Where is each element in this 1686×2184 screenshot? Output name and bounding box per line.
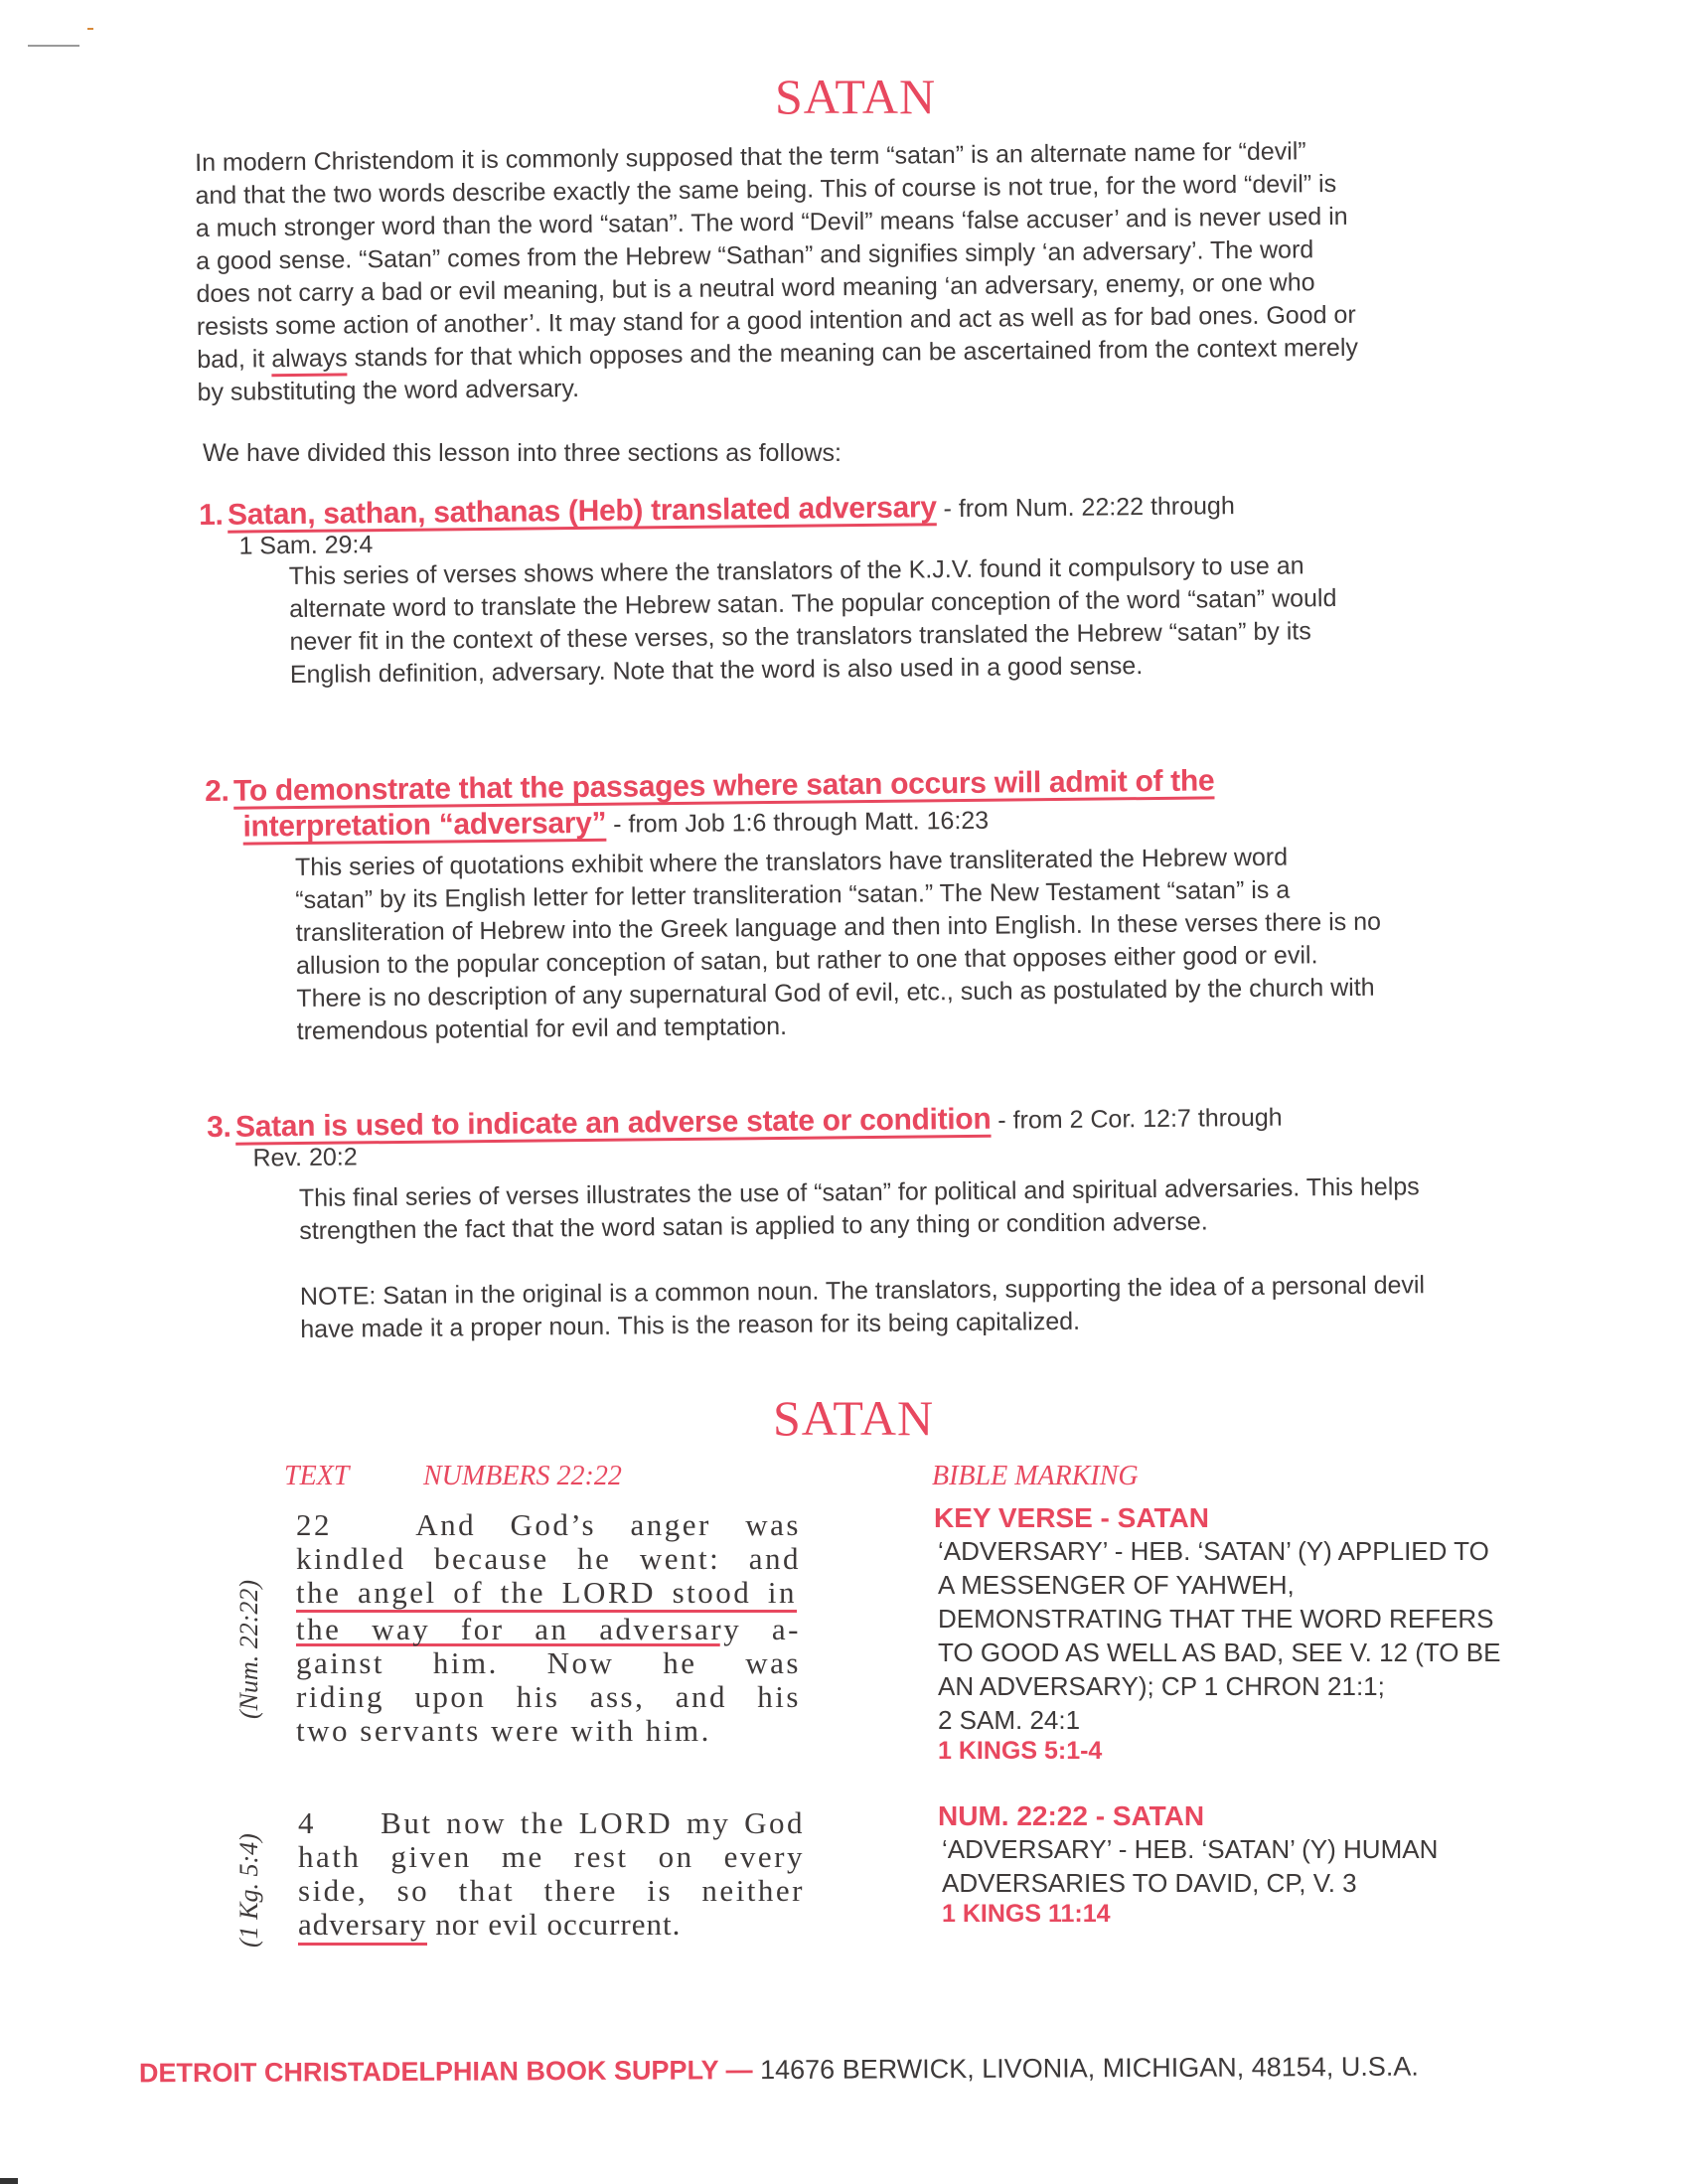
- verse-line: two servants were with him.: [296, 1713, 711, 1748]
- emphasis-always: always: [271, 344, 348, 377]
- intro-line: a much stronger word than the word “satan”. The word “Devil” means ‘false accuser’ and is never used in: [195, 202, 1348, 242]
- marking-reference: 1 KINGS 5:1-4: [938, 1737, 1103, 1765]
- verse-line-underlined: the way for an adversary a-: [296, 1612, 801, 1646]
- publisher-name: DETROIT CHRISTADELPHIAN BOOK SUPPLY —: [138, 2055, 753, 2089]
- section-range: - from 2 Cor. 12:7 through: [991, 1103, 1283, 1135]
- verse-line: hath given me rest on every: [298, 1839, 805, 1874]
- section-heading: Satan is used to indicate an adverse state or condition: [234, 1102, 992, 1144]
- verse-line: kindled because he went: and: [296, 1541, 801, 1576]
- verse-line: side, so that there is neither: [298, 1873, 805, 1908]
- verse-line: gainst him. Now he was: [296, 1645, 801, 1680]
- bible-marking: [934, 1502, 1609, 1766]
- intro-paragraph: [195, 132, 1579, 409]
- verse-line-underlined: the angel of the LORD stood in: [296, 1576, 797, 1613]
- section-body: This final series of verses illustrates the use of “satan” for political and spiritual adversaries. This helps strengthen the fact that the word satan is applied to any thing or condition adverse.: [298, 1172, 1420, 1246]
- intro-line: and that the two words describe exactly the same being. This of course is not true, for the word “devil” is: [195, 169, 1337, 210]
- section-1: [199, 484, 1592, 693]
- emphasis-adversary: adversary: [298, 1907, 427, 1946]
- marking-reference: 1 KINGS 11:14: [942, 1900, 1111, 1928]
- text-label: TEXT: [284, 1461, 350, 1491]
- publisher-address: 14676 BERWICK, LIVONIA, MICHIGAN, 48154, U.S.A.: [752, 2051, 1419, 2086]
- section-note: NOTE: Satan in the original is a common noun. The translators, supporting the idea of a personal devil have made it a proper noun. This is the reason for its being capitalized.: [299, 1271, 1426, 1344]
- section-range: - from Num. 22:22 through: [936, 492, 1235, 524]
- intro-line: resists some action of another’. It may stand for a good intention and act as well as for bad ones. Good or: [196, 300, 1356, 341]
- marking-heading: NUM. 22:22 - SATAN: [938, 1800, 1205, 1831]
- marking-heading: KEY VERSE - SATAN: [934, 1502, 1209, 1533]
- bible-marking: [938, 1800, 1613, 1929]
- page-title: SATAN: [775, 69, 937, 124]
- section-heading: Satan, sathan, sathanas (Heb) translated adversary: [227, 491, 937, 532]
- section-range-end: 1 Sam. 29:4: [238, 531, 374, 560]
- verse-block: [298, 1806, 805, 1942]
- section-number: 1.: [199, 498, 224, 532]
- intro-line: does not carry a bad or evil meaning, but is a neutral word meaning ‘an adversary, enemy, or one who: [196, 268, 1315, 308]
- verse-line: 22 And God’s anger was: [296, 1507, 801, 1542]
- scan-artifact: [28, 45, 79, 47]
- section-number: 2.: [205, 774, 230, 808]
- verse-line: adversary nor evil occurrent.: [298, 1908, 805, 1942]
- side-reference: (Num. 22:22): [234, 1579, 263, 1719]
- side-reference: (1 Kg. 5:4): [234, 1833, 263, 1948]
- section-body: This series of quotations exhibit where the translators have transliterated the Hebrew word “satan” by its English letter for letter transliteration “satan.” The New Testament “satan” is a transliteration of Hebrew into the Greek language and then into English. In these verses there is no allusion to the popular conception of satan, but rather to one that opposes either good or evil. There is no description of any supernatural God of evil, etc., such as postulated by the church with tremendous potential for evil and temptation.: [294, 843, 1382, 1046]
- verse-line: 4 But now the LORD my God: [298, 1805, 805, 1840]
- bible-marking-label: BIBLE MARKING: [932, 1461, 1139, 1491]
- section-body: This series of verses shows where the translators of the K.J.V. found it compulsory to use an alternate word to translate the Hebrew satan. The popular conception of the word “satan” would never fit in the context of these verses, so the translators translated the Hebrew “satan” by its English definition, adversary. Note that the word is also used in a good sense.: [288, 551, 1337, 690]
- section-2: [205, 760, 1599, 1049]
- section-heading-cont: interpretation “adversary”: [242, 806, 607, 844]
- text-reference: NUMBERS 22:22: [423, 1461, 622, 1491]
- intro-line: bad, it always stands for that which opposes and the meaning can be ascertained from the context merely: [197, 329, 1578, 377]
- intro-line: In modern Christendom it is commonly supposed that the term “satan” is an alternate name for “devil”: [195, 137, 1306, 177]
- scan-artifact: [87, 28, 93, 30]
- section-range: - from Job 1:6 through Matt. 16:23: [606, 806, 990, 839]
- section-number: 3.: [207, 1110, 231, 1144]
- verse-block: [296, 1508, 801, 1748]
- section-heading: To demonstrate that the passages where satan occurs will admit of the: [232, 764, 1215, 808]
- section-range-end: Rev. 20:2: [252, 1143, 358, 1172]
- marking-body: ‘ADVERSARY’ - HEB. ‘SATAN’ (Y) HUMAN ADVERSARIES TO DAVID, CP, V. 3: [942, 1834, 1439, 1898]
- verse-line: riding upon his ass, and his: [296, 1679, 801, 1714]
- sections-intro: We have divided this lesson into three sections as follows:: [203, 439, 842, 467]
- scan-artifact: [0, 2178, 18, 2184]
- footer: [139, 2052, 1419, 2090]
- intro-line: a good sense. “Satan” comes from the Hebrew “Sathan” and signifies simply ‘an adversary’. The word: [196, 235, 1314, 275]
- intro-line: by substituting the word adversary.: [197, 374, 580, 406]
- lower-title: SATAN: [773, 1390, 935, 1446]
- section-3: [207, 1096, 1600, 1347]
- marking-body: ‘ADVERSARY’ - HEB. ‘SATAN’ (Y) APPLIED TO A MESSENGER OF YAHWEH, DEMONSTRATING THAT THE WORD REFERS TO GOOD AS WELL AS BAD, SEE V. 12 (TO BE AN ADVERSARY); CP 1 CHRON 21:1; 2 SAM. 24:1: [938, 1536, 1501, 1735]
